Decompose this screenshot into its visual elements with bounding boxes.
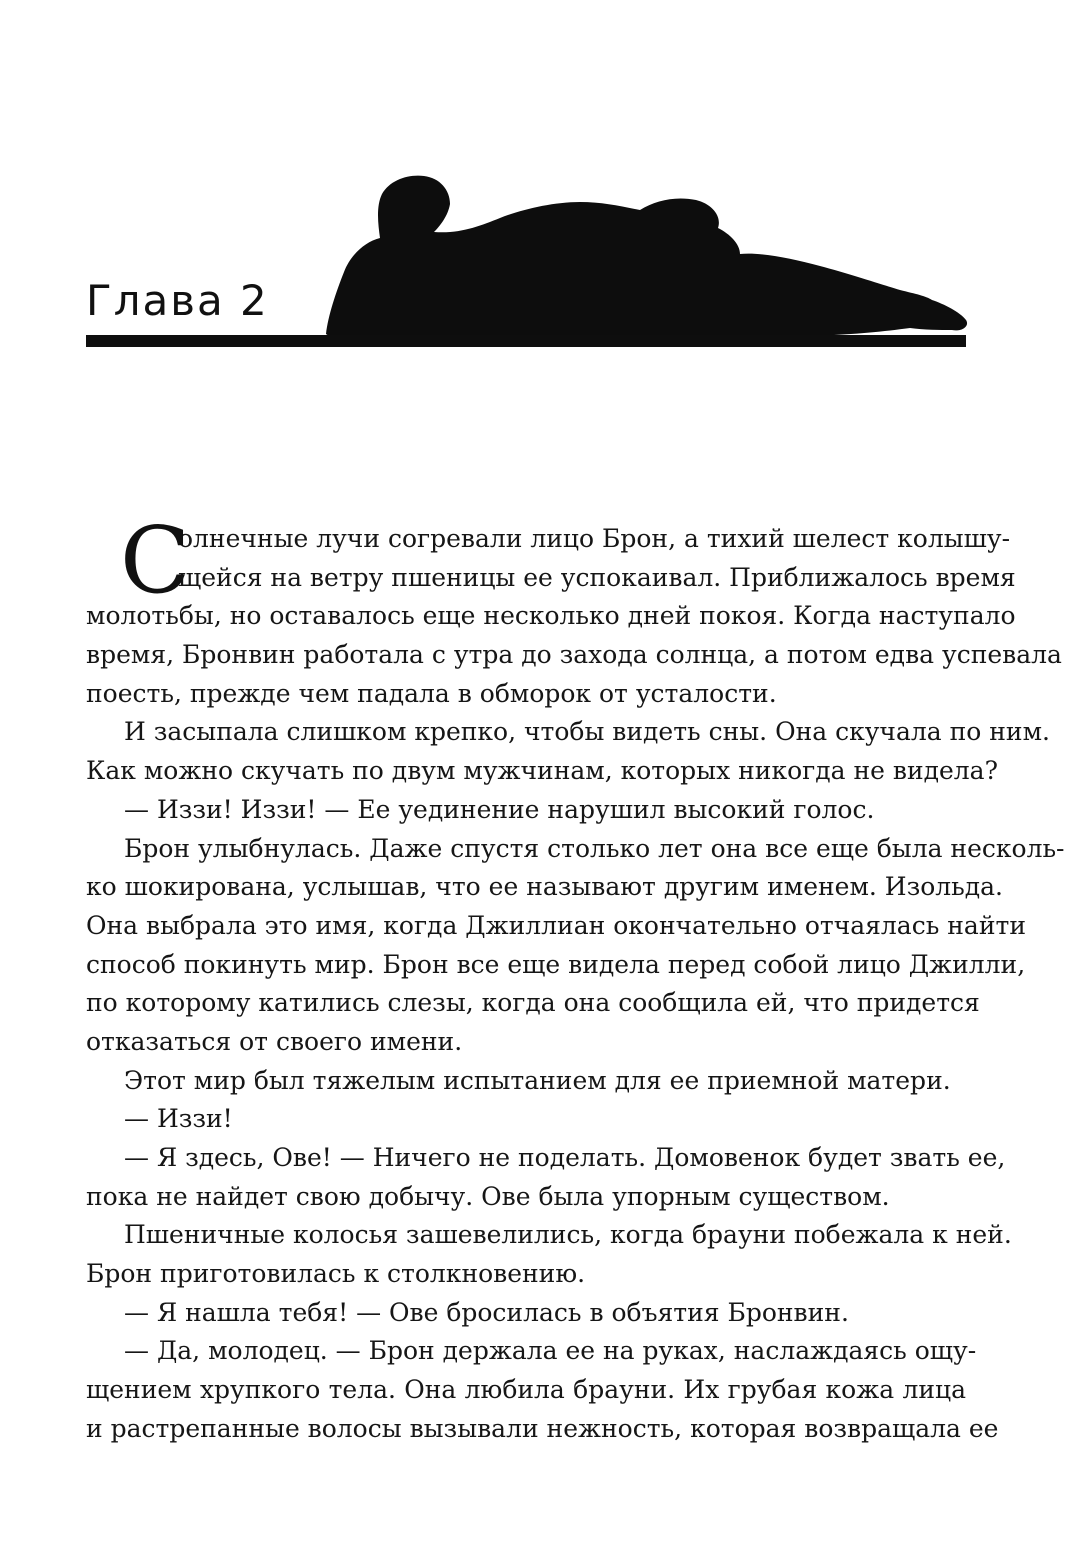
drop-cap: С	[120, 507, 191, 614]
chapter-title: Глава 2	[86, 276, 269, 325]
text-line: и растрепанные волосы вызывали нежность, которая возвращала ее	[86, 1413, 999, 1443]
text-line: молотьбы, но оставалось еще несколько дней покоя. Когда наступало	[86, 601, 1016, 631]
text-line: поесть, прежде чем падала в обморок от усталости.	[86, 678, 777, 708]
text-line: ко шокирована, услышав, что ее называют другим именем. Изольда.	[86, 872, 1004, 902]
text-line: — Я нашла тебя! — Ове бросилась в объятия Бронвин.	[124, 1297, 849, 1327]
text-line: время, Бронвин работала с утра до захода солнца, а потом едва успевала	[86, 640, 1062, 670]
reclining-woman-silhouette	[320, 166, 970, 341]
text-line: — Иззи! Иззи! — Ее уединение нарушил высокий голос.	[124, 794, 875, 824]
text-line: Она выбрала это имя, когда Джиллиан окончательно отчаялась найти	[86, 910, 1026, 940]
chapter-divider	[86, 335, 966, 347]
text-line: Как можно скучать по двум мужчинам, которых никогда не видела?	[86, 756, 998, 786]
text-line: — Я здесь, Ове! — Ничего не поделать. Домовенок будет звать ее,	[124, 1143, 1006, 1172]
text-line: — Да, молодец. — Брон держала ее на руках, наслаждаясь ощу-	[124, 1336, 977, 1366]
text-line: Брон улыбнулась. Даже спустя столько лет она все еще была несколь-	[124, 833, 1065, 863]
text-line: — Иззи!	[124, 1104, 233, 1134]
text-line: Брон приготовилась к столкновению.	[86, 1259, 586, 1289]
text-line: Этот мир был тяжелым испытанием для ее приемной матери.	[124, 1065, 951, 1095]
text-line: пока не найдет свою добычу. Ове была упорным существом.	[86, 1181, 890, 1211]
text-line: И засыпала слишком крепко, чтобы видеть сны. Она скучала по ним.	[124, 717, 1050, 747]
text-line: по которому катились слезы, когда она сообщила ей, что придется	[86, 988, 980, 1018]
text-line: способ покинуть мир. Брон все еще видела перед собой лицо Джилли,	[86, 949, 1026, 979]
text-line: олнечные лучи согревали лицо Брон, а тихий шелест колышу-	[178, 524, 1011, 553]
body-text	[86, 507, 1065, 1449]
text-line: отказаться от своего имени.	[86, 1026, 463, 1056]
text-line: щением хрупкого тела. Она любила брауни. Их грубая кожа лица	[86, 1375, 966, 1405]
text-line: Пшеничные колосья зашевелились, когда брауни побежала к ней.	[124, 1220, 1012, 1250]
text-line: щейся на ветру пшеницы ее успокаивал. Приближалось время	[178, 562, 1016, 592]
